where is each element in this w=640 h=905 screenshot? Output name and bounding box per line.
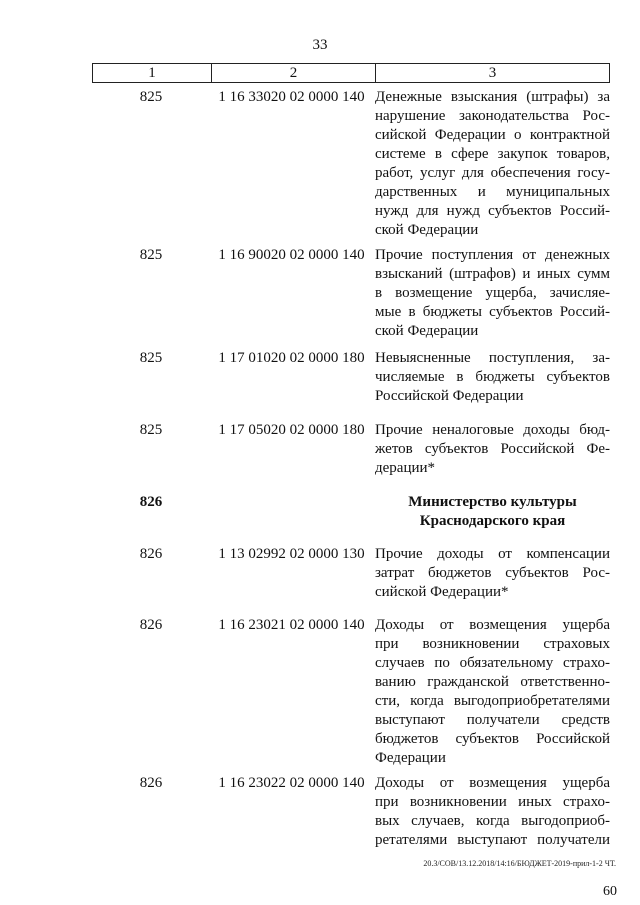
admin-code: 825: [139, 350, 163, 366]
description-line: дарственных и муниципальных: [375, 184, 610, 200]
description-line: Доходы от возмещения ущерба: [375, 617, 610, 633]
header-col-2: 2: [212, 64, 376, 82]
description-line: Прочие доходы от компенсации: [375, 546, 610, 562]
document-code: 20.3/СОВ/13.12.2018/14:16/БЮДЖЕТ-2019-прил-1-2 ЧТ.: [423, 859, 616, 868]
description-line: Федерации: [375, 750, 446, 766]
description-line: жетов субъектов Российской Фе-: [375, 441, 610, 457]
budget-code: 1 16 90020 02 0000 140: [218, 247, 365, 263]
description-line: мые в бюджеты субъектов Россий-: [375, 304, 610, 320]
header-col-3: 3: [488, 65, 497, 81]
income-description: [375, 421, 610, 478]
description-line: Денежные взыскания (штрафы) за: [375, 89, 610, 105]
description-line: системе в сфере закупок товаров,: [375, 146, 610, 162]
income-description: [375, 246, 610, 341]
page-number: 33: [312, 37, 328, 53]
description-line: работ, услуг для обеспечения госу-: [375, 165, 610, 181]
admin-code: 826: [139, 617, 163, 633]
description-line: ванию гражданской ответственно-: [375, 674, 610, 690]
description-line: при возникновении иных страхо-: [375, 794, 610, 810]
description-line: сийской Федерации*: [375, 584, 509, 600]
ministry-name-line: Министерство культуры: [408, 494, 577, 510]
description-line: ской Федерации: [375, 222, 479, 238]
budget-code: 1 16 23021 02 0000 140: [218, 617, 365, 633]
income-description: [375, 88, 610, 240]
description-line: Российской Федерации: [375, 388, 524, 404]
description-line: нарушение законодательства Рос-: [375, 108, 610, 124]
description-line: дерации*: [375, 460, 436, 476]
description-line: числяемые в бюджеты субъектов: [375, 369, 610, 385]
description-line: сийской Федерации о контрактной: [375, 127, 610, 143]
admin-code: 825: [139, 247, 163, 263]
budget-code: 1 16 33020 02 0000 140: [218, 89, 365, 105]
income-description: [375, 545, 610, 602]
sheet-number: 60: [603, 884, 617, 899]
description-line: сти, когда выгодоприобретателями: [375, 693, 610, 709]
description-line: Прочие неналоговые доходы бюд-: [375, 422, 610, 438]
description-line: Доходы от возмещения ущерба: [375, 775, 610, 791]
budget-code: 1 16 23022 02 0000 140: [218, 775, 365, 791]
budget-code: 1 17 01020 02 0000 180: [218, 350, 365, 366]
ministry-name-line: Краснодарского края: [419, 513, 566, 529]
income-description: [375, 616, 610, 768]
admin-code: 825: [139, 89, 163, 105]
table-header: [92, 63, 610, 83]
ministry-name: [375, 493, 610, 531]
description-line: взысканий (штрафов) и иных сумм: [375, 266, 610, 282]
admin-code: 826: [139, 494, 163, 510]
description-line: нужд для нужд субъектов Россий-: [375, 203, 610, 219]
header-col-1: 1: [93, 64, 212, 82]
description-line: бюджетов субъектов Российской: [375, 731, 610, 747]
description-line: случаев по обязательному страхо-: [375, 655, 610, 671]
description-line: Невыясненные поступления, за-: [375, 350, 610, 366]
description-line: ретателями выступают получатели: [375, 832, 610, 848]
budget-code: 1 13 02992 02 0000 130: [218, 546, 365, 562]
admin-code: 825: [139, 422, 163, 438]
description-line: вых случаев, когда выгодоприоб-: [375, 813, 610, 829]
description-line: затрат бюджетов субъектов Рос-: [375, 565, 610, 581]
description-line: Прочие поступления от денежных: [375, 247, 610, 263]
description-line: ской Федерации: [375, 323, 479, 339]
description-line: при возникновении страховых: [375, 636, 610, 652]
budget-code: 1 17 05020 02 0000 180: [218, 422, 365, 438]
income-description: [375, 349, 610, 406]
description-line: в возмещение ущерба, зачисляе-: [375, 285, 610, 301]
admin-code: 826: [139, 546, 163, 562]
admin-code: 826: [139, 775, 163, 791]
income-description: [375, 774, 610, 850]
description-line: выступают получатели средств: [375, 712, 610, 728]
